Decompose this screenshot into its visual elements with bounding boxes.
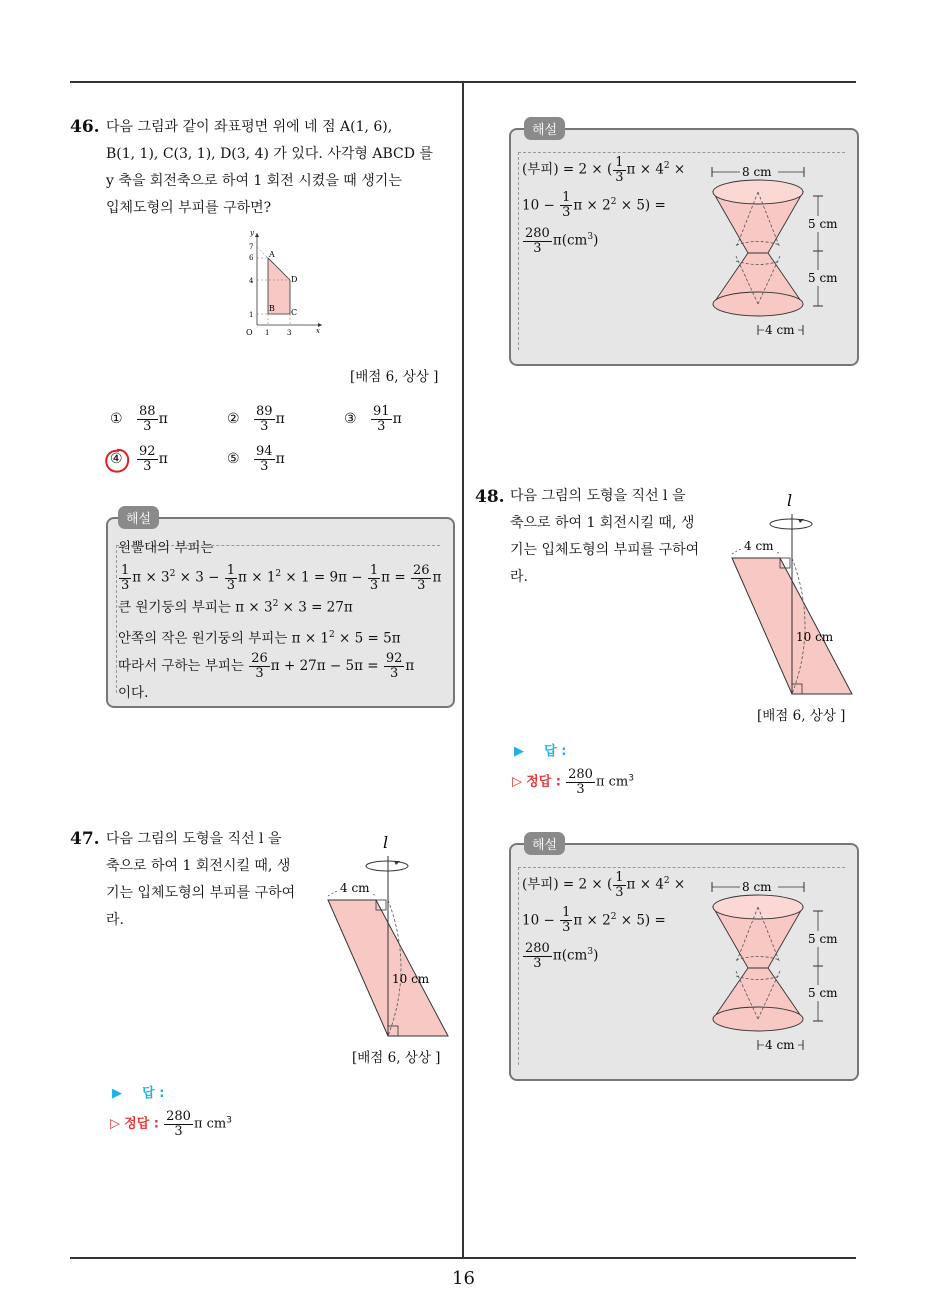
choice-den: 3 bbox=[260, 458, 269, 474]
frac-num: 1 bbox=[226, 562, 236, 578]
sol-part: × bbox=[669, 876, 686, 893]
choice-unit: π bbox=[275, 411, 285, 428]
q48-answer-label: 답 : bbox=[544, 744, 567, 759]
cone-upper-label: 5 cm bbox=[808, 217, 838, 231]
sol-part: 안쪽의 작은 원기둥의 부피는 π × 1 bbox=[118, 630, 330, 647]
frac-num: 92 bbox=[385, 650, 403, 666]
q46-choice-3[interactable] bbox=[344, 405, 402, 433]
sol-line bbox=[522, 901, 702, 937]
choice-unit: π bbox=[392, 411, 402, 428]
frac-den: 3 bbox=[615, 884, 624, 900]
graph-point-label: D bbox=[291, 275, 298, 284]
frac-den: 3 bbox=[576, 781, 585, 797]
sol-sup: 2 bbox=[663, 876, 670, 886]
sol-part: 따라서 구하는 부피는 bbox=[118, 657, 249, 674]
sol-part: (부피) = 2 × ( bbox=[522, 876, 613, 893]
sol-part: × 5) = bbox=[616, 912, 666, 928]
axis-label: l bbox=[383, 833, 389, 852]
axis-label: l bbox=[787, 491, 793, 510]
outline-triangle-icon: ▷ bbox=[110, 1116, 120, 1132]
frac-den: 3 bbox=[255, 665, 264, 681]
sol-part: × 3 − bbox=[175, 569, 224, 586]
sol-part: 10 − bbox=[522, 912, 560, 928]
q47-score: [배점 6, 상상 ] bbox=[352, 1050, 441, 1066]
frac-den: 3 bbox=[562, 205, 571, 220]
frac-num: 280 bbox=[525, 225, 550, 241]
sol-part: × 5 = 5π bbox=[334, 630, 401, 647]
sol-line bbox=[118, 650, 448, 682]
q48-line: 기는 입체도형의 부피를 구하여 bbox=[510, 542, 700, 558]
frac-num: 1 bbox=[562, 905, 571, 921]
frac-den: 3 bbox=[562, 920, 571, 935]
sol-part: π(cm bbox=[552, 947, 588, 964]
sol-part: (부피) = 2 × ( bbox=[522, 161, 613, 178]
sol-line bbox=[118, 624, 448, 650]
q47-text bbox=[106, 826, 321, 934]
answer-sup: 3 bbox=[628, 773, 634, 784]
cone-bottom-label: 4 cm bbox=[765, 1038, 795, 1052]
sol-part: π(cm bbox=[552, 232, 588, 249]
q47-correct-label: 정답 : bbox=[124, 1116, 159, 1132]
frac-num: 1 bbox=[121, 562, 130, 578]
sol-part: 큰 원기둥의 부피는 π × 3 bbox=[118, 599, 273, 615]
q46-text bbox=[106, 114, 461, 222]
width-label: 4 cm bbox=[340, 881, 370, 895]
play-triangle-icon: ▶ bbox=[514, 744, 524, 759]
dash-guide bbox=[116, 545, 117, 693]
frac-den: 3 bbox=[121, 577, 130, 593]
choice-unit: π bbox=[275, 451, 285, 468]
selected-circle-icon bbox=[103, 447, 131, 475]
q48-line: 다음 그림의 도형을 직선 l 을 bbox=[510, 488, 686, 504]
choice-unit: π bbox=[158, 451, 168, 468]
sol-line: 이다. bbox=[118, 684, 149, 701]
q46-choice-5[interactable] bbox=[227, 445, 285, 473]
sol-part: × 3 = 27π bbox=[278, 599, 353, 615]
sol-line bbox=[118, 593, 448, 619]
graph-point-label: A bbox=[269, 250, 275, 259]
graph-x-tick: 1 bbox=[265, 329, 270, 337]
frac-den: 3 bbox=[615, 169, 624, 185]
sol-part: × 1 = 9π − bbox=[281, 569, 367, 586]
sol-part: π × 4 bbox=[626, 876, 664, 893]
choice-mark: ④ bbox=[110, 451, 123, 468]
frac-num: 1 bbox=[562, 190, 571, 206]
q46-number: 46. bbox=[70, 117, 100, 137]
frac-num: 26 bbox=[412, 562, 430, 578]
q48-text bbox=[510, 483, 725, 591]
graph-point-label: B bbox=[269, 304, 275, 313]
sol-sup: 2 bbox=[329, 630, 335, 640]
frac-den: 3 bbox=[369, 577, 379, 593]
answer-unit: π cm bbox=[193, 1116, 227, 1132]
sol-part: π × 3 bbox=[132, 569, 170, 586]
q46-solution-tab: 해설 bbox=[118, 506, 159, 529]
frac-num: 280 bbox=[525, 940, 550, 956]
frac-num: 280 bbox=[568, 767, 593, 782]
dash-guide bbox=[518, 152, 519, 350]
sol-line bbox=[522, 186, 702, 222]
q48-score: [배점 6, 상상 ] bbox=[757, 708, 846, 724]
graph-y-label: y bbox=[250, 229, 254, 237]
frac-num: 1 bbox=[369, 562, 379, 578]
cone-solution-text-2 bbox=[522, 865, 702, 972]
frac-num: 26 bbox=[251, 650, 268, 666]
page-number: 16 bbox=[452, 1268, 475, 1289]
cone-top-label: 8 cm bbox=[742, 880, 772, 894]
cone-solution-text-1 bbox=[522, 150, 702, 257]
choice-mark: ① bbox=[110, 411, 123, 428]
sol-part: × 5) = bbox=[616, 197, 666, 213]
q48-number: 48. bbox=[475, 487, 505, 507]
height-label: 10 cm bbox=[392, 972, 430, 986]
q46-line: 다음 그림과 같이 좌표평면 위에 네 점 A(1, 6), bbox=[106, 119, 393, 135]
q47-line: 다음 그림의 도형을 직선 l 을 bbox=[106, 831, 282, 847]
sol-part: π = bbox=[381, 569, 410, 586]
sol-part: 10 − bbox=[522, 197, 560, 213]
q48-line: 축으로 하여 1 회전시킬 때, 생 bbox=[510, 515, 695, 531]
cone-lower-label: 5 cm bbox=[808, 271, 838, 285]
cone-upper-label: 5 cm bbox=[808, 932, 838, 946]
sol-sup: 2 bbox=[663, 161, 670, 171]
q47-correct-row bbox=[110, 1110, 232, 1138]
dash-guide bbox=[518, 867, 519, 1065]
sol-part: ) bbox=[593, 232, 599, 249]
choice-den: 3 bbox=[377, 418, 386, 434]
cone-lower-label: 5 cm bbox=[808, 986, 838, 1000]
choice-unit: π bbox=[158, 411, 168, 428]
answer-sup: 3 bbox=[226, 1115, 232, 1126]
q46-coordinate-graph bbox=[232, 225, 332, 343]
frac-num: 280 bbox=[166, 1109, 191, 1124]
graph-x-tick: 3 bbox=[287, 329, 292, 337]
cone-solution-tab-2: 해설 bbox=[524, 832, 565, 855]
choice-num: 94 bbox=[256, 444, 273, 459]
graph-y-tick: 6 bbox=[249, 254, 254, 262]
sol-line bbox=[522, 865, 702, 901]
sol-line bbox=[118, 559, 448, 593]
frac-den: 3 bbox=[390, 665, 399, 681]
q48-line: 라. bbox=[510, 569, 528, 585]
q48-correct-row bbox=[512, 768, 634, 796]
choice-mark: ③ bbox=[344, 411, 357, 428]
sol-sup: 2 bbox=[275, 569, 282, 579]
q47-line: 축으로 하여 1 회전시킬 때, 생 bbox=[106, 858, 291, 874]
graph-point-label: C bbox=[291, 308, 298, 317]
q46-line: 입체도형의 부피를 구하면? bbox=[106, 200, 272, 216]
sol-line bbox=[522, 221, 702, 257]
q47-number: 47. bbox=[70, 829, 100, 849]
height-label: 10 cm bbox=[796, 630, 834, 644]
sol-sup: 2 bbox=[169, 569, 176, 579]
graph-y-tick: 4 bbox=[249, 277, 254, 285]
sol-part: π × 1 bbox=[238, 569, 276, 586]
double-cone-figure-1 bbox=[706, 160, 846, 342]
choice-den: 3 bbox=[260, 418, 269, 434]
q47-answer-row bbox=[112, 1082, 164, 1101]
double-cone-figure-2 bbox=[706, 875, 846, 1057]
frac-num: 1 bbox=[615, 154, 624, 170]
sol-part: π bbox=[432, 569, 442, 586]
q48-correct-label: 정답 : bbox=[526, 774, 561, 790]
sol-part: π × 2 bbox=[573, 912, 611, 928]
q46-solution-text bbox=[118, 537, 448, 704]
frac-den: 3 bbox=[174, 1123, 183, 1139]
sol-part: π × 4 bbox=[626, 161, 664, 178]
graph-origin: O bbox=[246, 328, 253, 337]
q46-line: B(1, 1), C(3, 1), D(3, 4) 가 있다. 사각형 ABCD 를 bbox=[106, 146, 433, 162]
sol-sup: 2 bbox=[610, 196, 617, 207]
choice-mark: ⑤ bbox=[227, 451, 240, 468]
choice-num: 91 bbox=[373, 404, 390, 419]
frac-den: 3 bbox=[226, 577, 236, 593]
frac-den: 3 bbox=[533, 955, 542, 971]
choice-num: 92 bbox=[139, 444, 156, 459]
sol-part: π × 2 bbox=[573, 197, 611, 213]
sol-sup: 2 bbox=[272, 598, 279, 609]
choice-num: 89 bbox=[256, 404, 273, 419]
choice-num: 88 bbox=[139, 404, 156, 419]
sol-part: ) bbox=[593, 947, 599, 964]
graph-y-tick: 7 bbox=[249, 243, 254, 251]
sol-part: π + 27π − 5π = bbox=[270, 657, 383, 674]
answer-unit: π cm bbox=[595, 774, 629, 790]
q46-score: [배점 6, 상상 ] bbox=[350, 369, 439, 385]
sol-line: 원뿔대의 부피는 bbox=[118, 540, 214, 556]
column-divider bbox=[462, 82, 464, 1258]
q47-line: 기는 입체도형의 부피를 구하여 bbox=[106, 885, 296, 901]
q48-answer-row bbox=[514, 740, 566, 759]
q48-parallelogram-figure bbox=[726, 486, 858, 698]
sol-part: π bbox=[405, 657, 415, 674]
graph-y-tick: 1 bbox=[249, 311, 254, 319]
q47-line: 라. bbox=[106, 912, 124, 928]
choice-mark: ② bbox=[227, 411, 240, 428]
sol-sup: 3 bbox=[587, 232, 594, 242]
frac-den: 3 bbox=[533, 240, 542, 256]
q47-parallelogram-figure bbox=[322, 828, 454, 1040]
bottom-rule bbox=[70, 1257, 856, 1259]
choice-den: 3 bbox=[143, 458, 152, 474]
choice-den: 3 bbox=[143, 418, 152, 434]
cone-solution-tab-1: 해설 bbox=[524, 117, 565, 140]
width-label: 4 cm bbox=[744, 539, 774, 553]
sol-line bbox=[522, 936, 702, 972]
frac-num: 1 bbox=[615, 869, 624, 885]
sol-sup: 3 bbox=[587, 947, 594, 957]
sol-sup: 2 bbox=[610, 911, 617, 922]
frac-den: 3 bbox=[417, 577, 426, 593]
sol-part: × bbox=[669, 161, 686, 178]
graph-x-label: x bbox=[316, 327, 320, 335]
q46-choice-2[interactable] bbox=[227, 405, 285, 433]
play-triangle-icon: ▶ bbox=[112, 1086, 122, 1101]
cone-top-label: 8 cm bbox=[742, 165, 772, 179]
q47-answer-label: 답 : bbox=[142, 1086, 165, 1101]
q46-choice-1[interactable] bbox=[110, 405, 168, 433]
sol-line bbox=[522, 150, 702, 186]
cone-bottom-label: 4 cm bbox=[765, 323, 795, 337]
q46-line: y 축을 회전축으로 하여 1 회전 시켰을 때 생기는 bbox=[106, 173, 402, 189]
outline-triangle-icon: ▷ bbox=[512, 774, 522, 790]
